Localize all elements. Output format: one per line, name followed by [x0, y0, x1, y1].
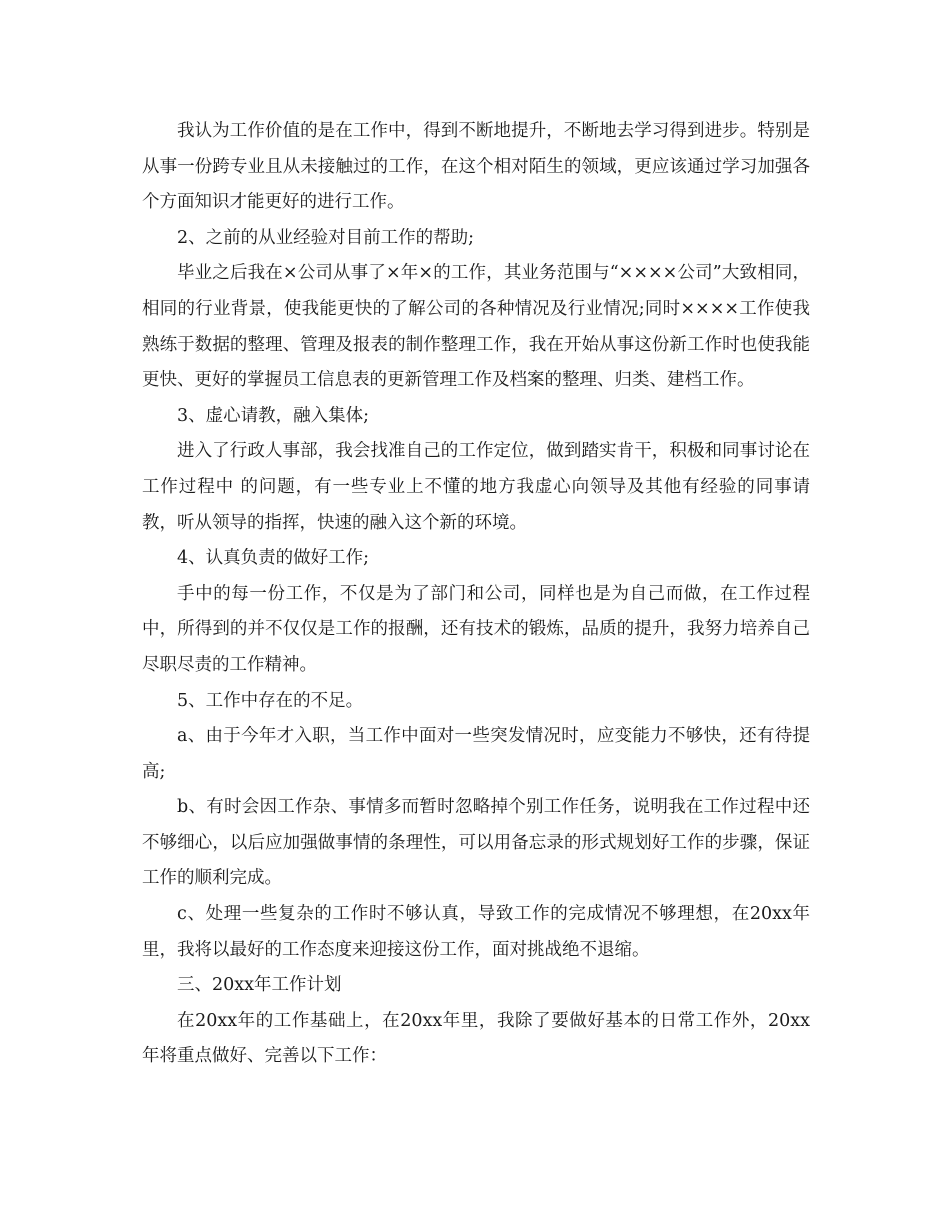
- heading-work-plan: 三、20xx年工作计划: [177, 975, 342, 996]
- paragraph-work-plan: 在20xx年的工作基础上，在20xx年里，我除了要做好基本的日常工作外，20xx年将重点做好、完善以下工作：: [142, 1010, 810, 1067]
- paragraph-responsible-work: 手中的每一份工作，不仅是为了部门和公司，同样也是为自己而做，在工作过程中，所得到的并不仅仅是工作的报酬，还有技术的锻炼，品质的提升，我努力培养自己尽职尽责的工作精神。: [142, 583, 810, 675]
- heading-responsible-work: 4、认真负责的做好工作;: [177, 548, 370, 569]
- document-body: [142, 114, 810, 1075]
- paragraph-shortcoming-c: c、处理一些复杂的工作时不够认真，导致工作的完成情况不够理想，在20xx年里，我将以最好的工作态度来迎接这份工作，面对挑战绝不退缩。: [142, 904, 810, 960]
- paragraph-shortcoming-b: b、有时会因工作杂、事情多而暂时忽略掉个别工作任务，说明我在工作过程中还不够细心，以后应加强做事情的条理性，可以用备忘录的形式规划好工作的步骤，保证工作的顺利完成。: [142, 797, 810, 889]
- heading-previous-experience: 2、之前的从业经验对目前工作的帮助;: [177, 227, 475, 248]
- heading-humble-learning: 3、虚心请教，融入集体;: [177, 405, 370, 426]
- paragraph-previous-experience: 毕业之后我在×公司从事了×年×的工作，其业务范围与“××××公司”大致相同，相同的行业背景，使我能更快的了解公司的各种情况及行业情况;同时××××工作使我熟练于数据的整理、管理及报表的制作整理工作，我在开始从事这份新工作时也使我能更快、更好的掌握员工信息表的更新管理工作及档案的整理、归类、建档工作。: [142, 263, 810, 391]
- paragraph-work-value: 我认为工作价值的是在工作中，得到不断地提升，不断地去学习得到进步。特别是从事一份跨专业且从未接触过的工作，在这个相对陌生的领域，更应该通过学习加强各个方面知识才能更好的进行工作。: [142, 121, 810, 213]
- paragraph-humble-learning: 进入了行政人事部，我会找准自己的工作定位，做到踏实肯干，积极和同事讨论在工作过程中 的问题，有一些专业上不懂的地方我虚心向领导及其他有经验的同事请教，听从领导的指挥，快速的融入这个新的环境。: [142, 441, 810, 533]
- paragraph-shortcoming-a: a、由于今年才入职，当工作中面对一些突发情况时，应变能力不够快，还有待提高;: [142, 726, 810, 782]
- heading-shortcomings: 5、工作中存在的不足。: [177, 690, 364, 711]
